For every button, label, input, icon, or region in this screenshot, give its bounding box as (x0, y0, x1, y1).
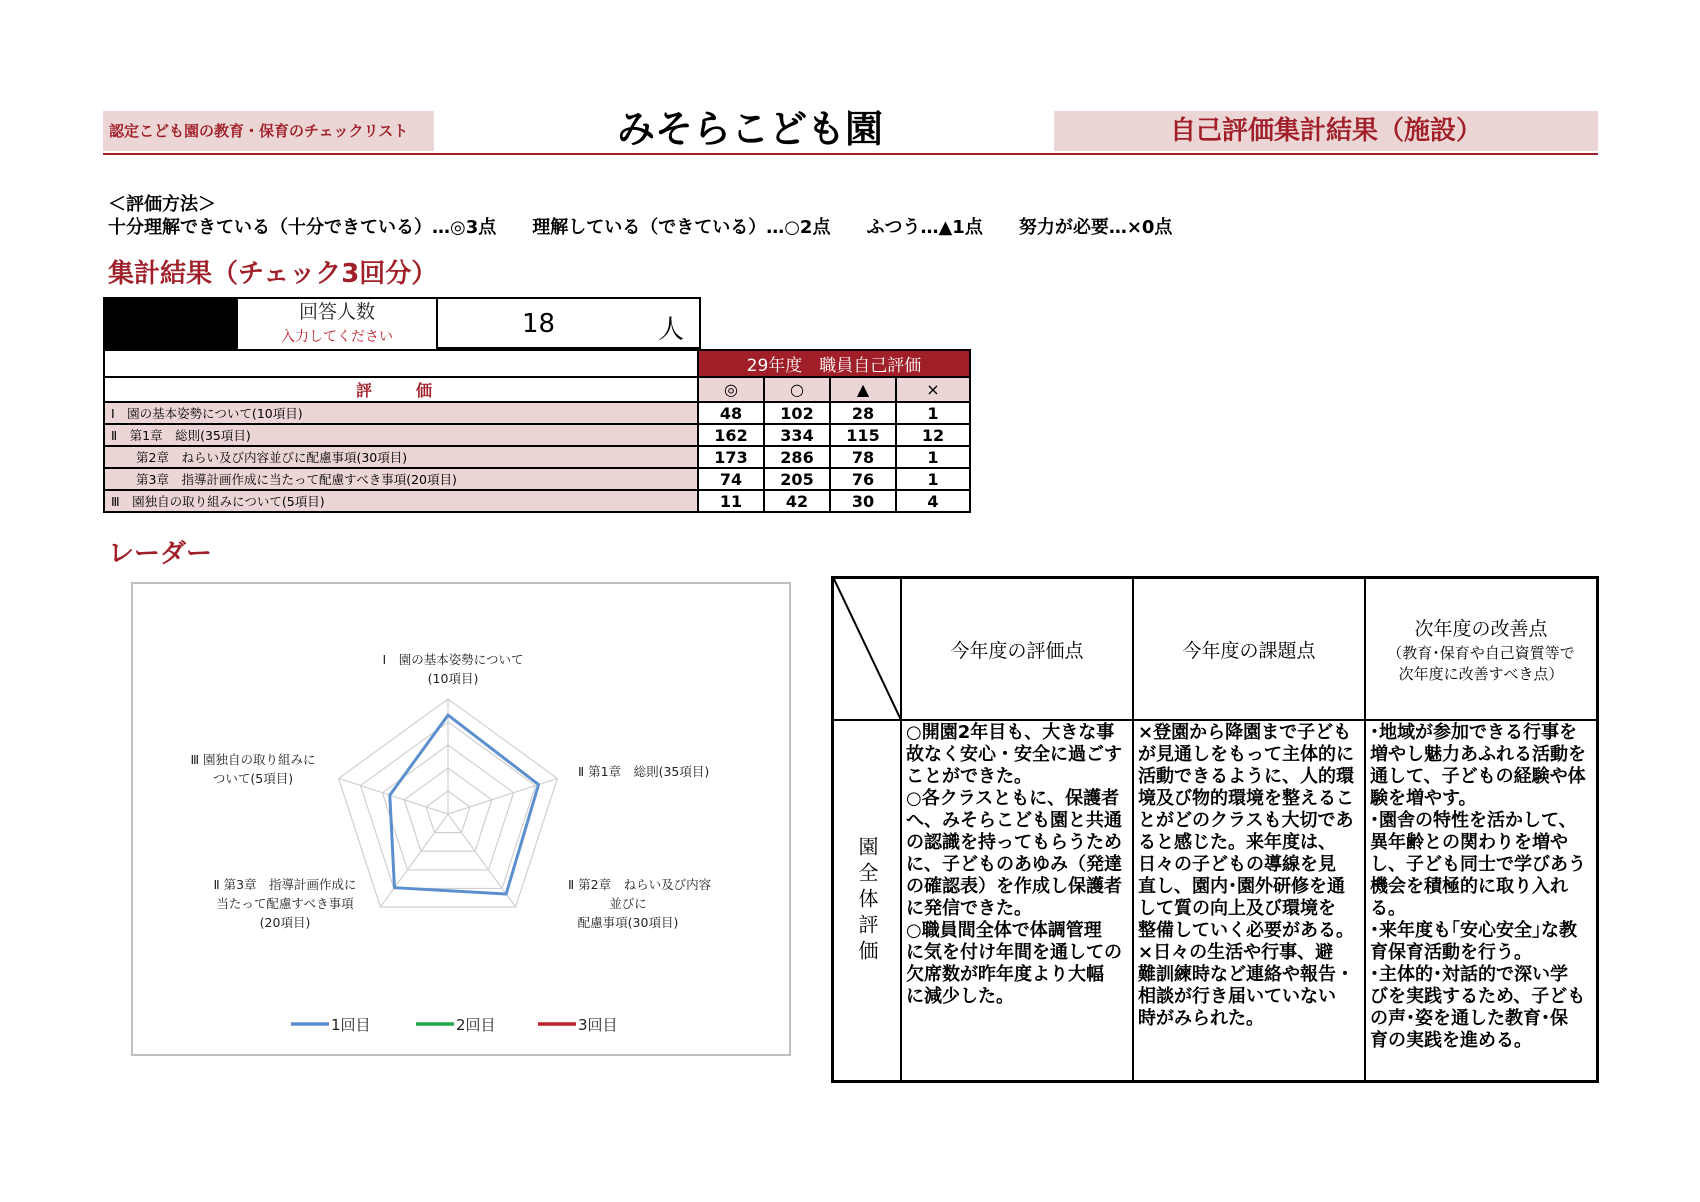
cell-value: 162 (698, 424, 764, 446)
col-header-excellent: ◎ (698, 377, 764, 402)
header-divider (103, 153, 1598, 155)
radar-axis-label-line: (20項目) (259, 915, 311, 930)
row-label: Ⅰ 園の基本姿勢について(10項目) (104, 402, 698, 424)
issues-text: ×登園から降園まで子ども が見通しをもって主体的に 活動できるように、人的環 境及び物的環境を整えるこ とがどのクラスも大切であ ると感じた。来年度は、 日々の子どもの導線を見 直し、園内･園外研修を通 して質の向上及び環境を 整備していく必要がある。 ×日々の生活や行事、避 難訓練時など連絡や報告・ 相談が行き届いていない 時がみられた。 (1138, 722, 1354, 1029)
row-label: 第2章 ねらい及び内容並びに配慮事項(30項目) (104, 446, 698, 468)
radar-axis-label-line: 並びに (609, 896, 647, 911)
cell-value: 78 (830, 446, 896, 468)
table-row (104, 446, 970, 468)
eval-header: 評 価 (104, 377, 698, 402)
cell-value: 1 (896, 446, 970, 468)
checklist-label: 認定こども園の教育・保育のチェックリスト (103, 111, 434, 151)
redacted-box (103, 297, 238, 349)
cell-value: 1 (896, 468, 970, 490)
eval-points-header (902, 579, 1132, 719)
cell-value: 11 (698, 490, 764, 512)
respondents-hint: 入力してください (281, 329, 393, 345)
row-label: Ⅲ 園独自の取り組みについて(5項目) (104, 490, 698, 512)
page-title: みそらこども園 (616, 107, 883, 151)
legend-label: 1回目 (331, 1016, 371, 1034)
radar-axis-label (190, 752, 315, 786)
col-header-good: ○ (764, 377, 830, 402)
legend-label: 2回目 (456, 1016, 496, 1034)
legend-label: 3回目 (578, 1016, 618, 1034)
respondents-label-cell (238, 297, 436, 349)
cell-value: 334 (764, 424, 830, 446)
issues-title: 今年度の課題点 (1182, 639, 1316, 662)
radar-axis-label-line: Ⅱ 第3章 指導計画作成に (213, 877, 357, 892)
radar-spoke (448, 778, 557, 814)
cell-value: 205 (764, 468, 830, 490)
col-header-poor: × (896, 377, 970, 402)
results-table (103, 349, 971, 513)
radar-series-line (390, 715, 539, 894)
improvements-header (1366, 579, 1596, 719)
improvements-text: ･地域が参加できる行事を 増やし魅力あふれる活動を 通して、子どもの経験や体 験を増やす。 ･園舎の特性を活かして、 異年齢との関わりを増や し、子ども同士で学びあう 機会を積極的に取り入れ る。 ･来年度も｢安心安全｣な教 育保育活動を行う。 ･主体的･対話的で深い学 びを実践するため、子ども の声･姿を通した教育･保 育の実践を進める。 (1370, 722, 1586, 1051)
radar-axis-label-line: ついて(5項目) (212, 771, 294, 786)
radar-axis-label-line: Ⅰ 園の基本姿勢について (382, 652, 524, 667)
cell-value: 28 (830, 402, 896, 424)
radar-axis-label-line: Ⅲ 園独自の取り組みに (190, 752, 316, 767)
method-description: 十分理解できている（十分できている）…◎3点 理解している（できている）…○2点 ふつう…▲1点 努力が必要…×0点 (108, 217, 1173, 238)
cell-value: 42 (764, 490, 830, 512)
radar-axis-label-line: (10項目) (427, 671, 479, 686)
eval-points-title: 今年度の評価点 (950, 639, 1084, 662)
improvements-subtitle: （教育･保育や自己資質等で 次年度に改善すべき点） (1387, 643, 1575, 683)
respondents-count: 18 (522, 309, 556, 339)
radar-axis-label (568, 877, 712, 930)
cell-value: 76 (830, 468, 896, 490)
radar-axis-label-line: Ⅱ 第2章 ねらい及び内容 (568, 877, 712, 892)
report-type-label: 自己評価集計結果（施設） (1054, 111, 1598, 151)
radar-axis-label-line: 配慮事項(30項目) (577, 915, 679, 930)
improvements-title: 次年度の改善点 (1414, 617, 1548, 640)
cell-value: 48 (698, 402, 764, 424)
radar-chart (133, 584, 789, 1054)
radar-axis-label (578, 764, 709, 779)
radar-title: レーダー (108, 539, 213, 569)
issues-header (1134, 579, 1364, 719)
row-header-label: 園全体評価 (855, 835, 879, 966)
row-label: Ⅱ 第1章 総則(35項目) (104, 424, 698, 446)
cell-value: 4 (896, 490, 970, 512)
table-row (104, 468, 970, 490)
table-row (104, 402, 970, 424)
cell-value: 1 (896, 402, 970, 424)
summary-title: 集計結果（チェック3回分） (108, 259, 438, 289)
cell-value: 286 (764, 446, 830, 468)
radar-chart-frame (131, 582, 791, 1056)
radar-axis-label-line: 当たって配慮すべき事項 (216, 896, 354, 911)
radar-axis-label (213, 877, 356, 930)
cell-value: 74 (698, 468, 764, 490)
radar-spoke (339, 778, 448, 814)
radar-axis-label (383, 652, 524, 686)
respondents-unit: 人 (658, 315, 685, 345)
cell-value: 102 (764, 402, 830, 424)
cell-value: 12 (896, 424, 970, 446)
radar-axis-label-line: Ⅱ 第1章 総則(35項目) (578, 764, 710, 779)
cell-value: 115 (830, 424, 896, 446)
respondents-input[interactable] (436, 297, 701, 349)
col-header-fair: ▲ (830, 377, 896, 402)
method-title: ＜評価方法＞ (108, 194, 216, 215)
row-label: 第3章 指導計画作成に当たって配慮すべき事項(20項目) (104, 468, 698, 490)
cell-value: 30 (830, 490, 896, 512)
diagonal-corner (834, 579, 901, 720)
row-header (834, 721, 901, 1080)
table-row (104, 490, 970, 512)
year-header: 29年度 職員自己評価 (698, 350, 970, 377)
table-row (104, 424, 970, 446)
respondents-label: 回答人数 (298, 301, 375, 323)
evaluation-table (831, 576, 1599, 1083)
cell-value: 173 (698, 446, 764, 468)
blank-header-cell (104, 350, 698, 377)
eval-points-text: ○開園2年目も、大きな事 故なく安心・安全に過ごす ことができた。 ○各クラスともに、保護者 へ、みそらこども園と共通 の認識を持ってもらうため に、子どものあゆみ（発達 の確認表）を作成し保護者 に発信できた。 ○職員間全体で体調管理 に気を付け年間を通しての 欠席数が昨年度より大幅 に減少した。 (906, 722, 1122, 1007)
